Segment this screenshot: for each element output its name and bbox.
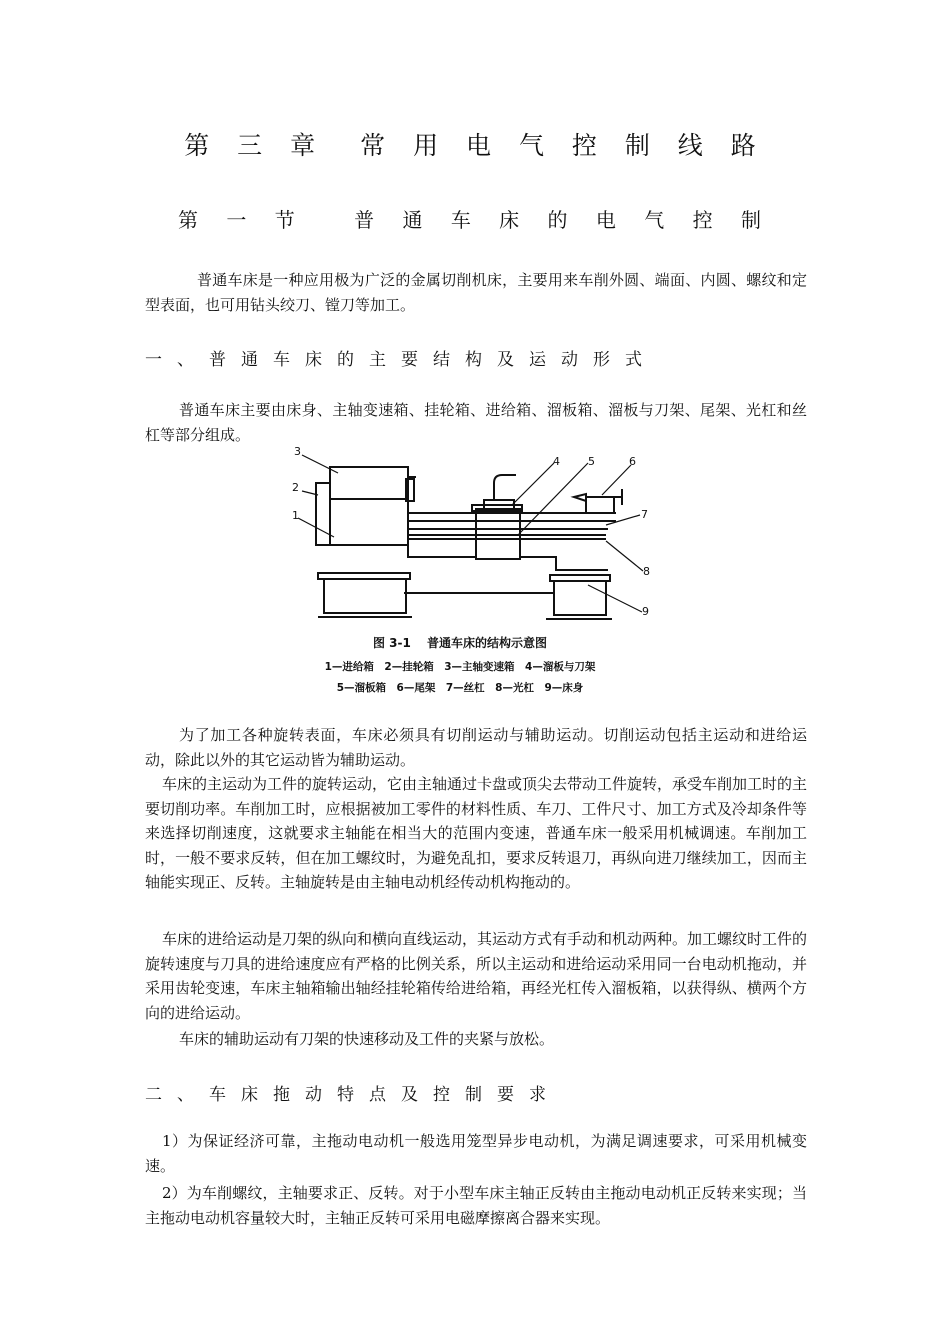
lathe-structure-figure: [288, 445, 650, 700]
heading-drive-requirements: 二、车床拖动特点及控制要求: [145, 1085, 561, 1105]
intro-paragraph: 普通车床是一种应用极为广泛的金属切削机床，主要用来车削外圆、端面、内圆、螺纹和定型表面，也可用钻头绞刀、镗刀等加工。: [145, 271, 807, 314]
callout-9: 9: [642, 605, 649, 618]
feed-box-shape: [330, 499, 408, 545]
requirement-item-2: 2）为车削螺纹，主轴要求正、反转。对于小型车床主轴正反转由主拖动电动机正反转来实现；当主拖动电动机容量较大时，主轴正反转可采用电磁摩擦离合器来实现。: [145, 1184, 807, 1227]
change-gear-box-shape: [316, 483, 330, 545]
paragraph-feed-motion: 车床的进给运动是刀架的纵向和横向直线运动，其运动方式有手动和机动两种。加工螺纹时工件的旋转速度与刀具的进给速度应有严格的比例关系，所以主运动和进给运动采用同一台电动机拖动，并采用齿轮变速，车床主轴箱输出轴经挂轮箱传给进给箱，再经光杠传入溜板箱，以获得纵、横两个方向的进给运动。: [145, 930, 808, 1022]
callout-1: 1: [292, 509, 299, 522]
paragraph-motion-types: 为了加工各种旋转表面，车床必须具有切削运动与辅助运动。切削运动包括主运动和进给运动，除此以外的其它运动皆为辅助运动。: [145, 726, 807, 769]
paragraph-main-motion: 车床的主运动为工件的旋转运动，它由主轴通过卡盘或顶尖去带动工件旋转，承受车削加工时的主要切削功率。车削加工时，应根据被加工零件的材料性质、车刀、工件尺寸、加工方式及冷却条件等来选择切削速度，这就要求主轴能在相当大的范围内变速，普通车床一般采用机械调速。车削加工时，一般不要求反转，但在加工螺纹时，为避免乱扣，要求反转退刀，再纵向进刀继续加工，因而主轴能实现正、反转。主轴旋转是由主轴电动机经传动机构拖动的。: [145, 775, 808, 891]
callout-leaders: [298, 455, 643, 612]
figure-caption: 图 3-1 普通车床的结构示意图: [372, 636, 548, 650]
callout-7: 7: [641, 508, 648, 521]
tailstock-shape: [586, 497, 614, 513]
heading-structure: 一、普通车床的主要结构及运动形式: [145, 350, 657, 370]
requirement-item-1: 1）为保证经济可靠，主拖动电动机一般选用笼型异步电动机，为满足调速要求，可采用机械变速。: [145, 1132, 807, 1175]
callout-4: 4: [553, 455, 560, 468]
figure-legend-line-2: 5—溜板箱 6—尾架 7—丝杠 8—光杠 9—床身: [336, 682, 584, 694]
lathe-drawing: [316, 467, 622, 619]
callout-2: 2: [292, 481, 299, 494]
paragraph-auxiliary-motion: 车床的辅助运动有刀架的快速移动及工件的夹紧与放松。: [179, 1030, 555, 1048]
spindle-gearbox-shape: [330, 467, 408, 499]
callout-3: 3: [294, 445, 301, 458]
chapter-title: 第 三 章 常 用 电 气 控 制 线 路: [184, 131, 766, 160]
callout-6: 6: [629, 455, 636, 468]
figure-legend-line-1: 1—进给箱 2—挂轮箱 3—主轴变速箱 4—溜板与刀架: [324, 661, 596, 673]
section-title: 第 一 节 普 通 车 床 的 电 气 控 制: [178, 208, 772, 232]
callout-5: 5: [588, 455, 595, 468]
callout-8: 8: [643, 565, 650, 578]
paragraph-components: 普通车床主要由床身、主轴变速箱、挂轮箱、进给箱、溜板箱、溜板与刀架、尾架、光杠和丝杠等部分组成。: [145, 401, 807, 444]
